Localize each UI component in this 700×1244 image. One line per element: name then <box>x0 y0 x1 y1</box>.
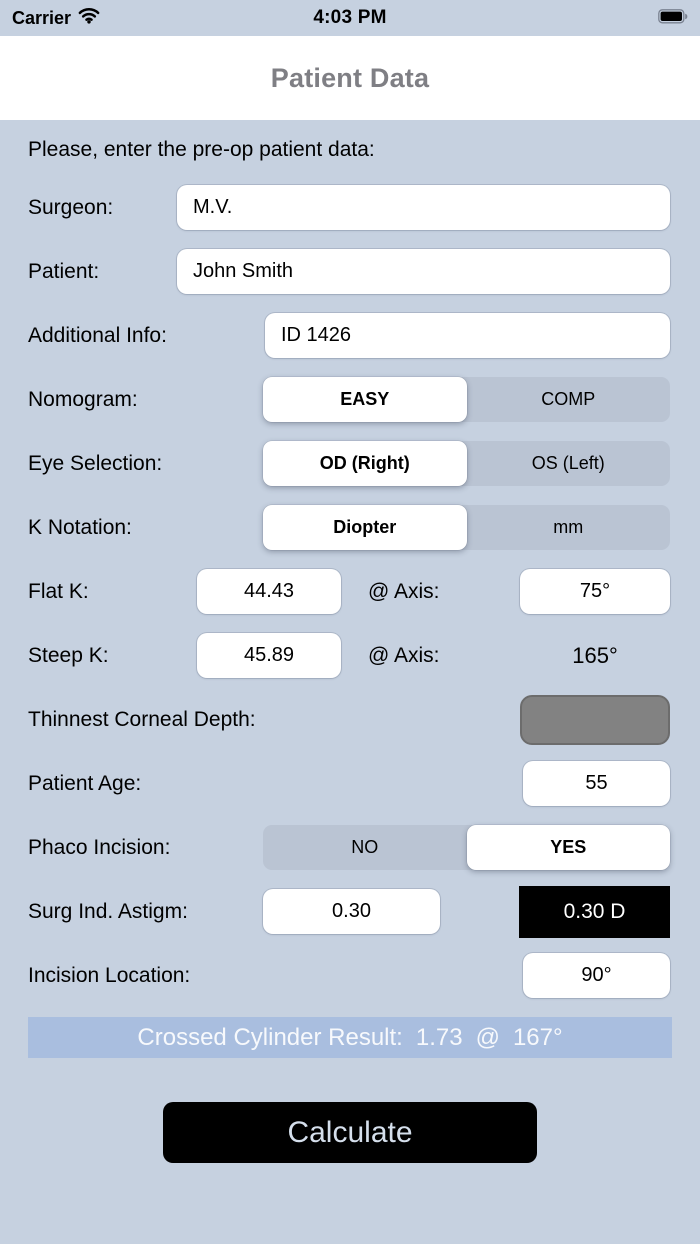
incision-location-row <box>28 953 670 998</box>
k-notation-label: K Notation: <box>28 515 132 539</box>
thinnest-corneal-depth-field[interactable] <box>520 695 670 745</box>
incision-location-label: Incision Location: <box>28 963 191 987</box>
flat-k-axis-input[interactable] <box>520 569 670 614</box>
status-bar <box>0 0 700 36</box>
nomogram-segment-easy[interactable]: EASY <box>263 377 467 422</box>
eye-segment-os-left[interactable]: OS (Left) <box>531 453 605 473</box>
battery-icon <box>658 8 688 29</box>
eye-selection-row <box>28 441 670 486</box>
surgeon-input[interactable] <box>177 185 670 230</box>
patient-field-box <box>177 249 670 294</box>
phaco-incision-row <box>28 825 670 870</box>
surgeon-row <box>28 185 670 230</box>
surg-ind-astigm-display: 0.30 D <box>519 886 670 938</box>
nomogram-segmented-control <box>263 377 670 422</box>
additional-info-field-box <box>265 313 670 358</box>
k-notation-row <box>28 505 670 550</box>
flat-k-input[interactable] <box>197 569 341 614</box>
eye-segment-od-right[interactable]: OD (Right) <box>263 441 467 486</box>
flat-k-axis-field-box <box>520 569 670 614</box>
intro-text: Please, enter the pre-op patient data: <box>28 138 375 161</box>
phaco-segment-no[interactable]: NO <box>351 837 379 857</box>
result-value: 1.73 <box>415 1023 463 1051</box>
steep-k-row <box>28 633 670 678</box>
thinnest-corneal-depth-label: Thinnest Corneal Depth: <box>28 707 256 731</box>
additional-info-row <box>28 313 670 358</box>
incision-location-field-box <box>523 953 670 998</box>
flat-k-row <box>28 569 670 614</box>
nomogram-row <box>28 377 670 422</box>
surgeon-field-box <box>177 185 670 230</box>
k-notation-segment-diopter[interactable]: Diopter <box>263 505 467 550</box>
navigation-bar <box>0 36 700 120</box>
steep-k-label: Steep K: <box>28 643 109 667</box>
eye-selection-label: Eye Selection: <box>28 451 163 475</box>
calculate-button-container <box>0 1102 700 1163</box>
steep-k-axis-label: @ Axis: <box>368 643 440 667</box>
nomogram-segment-comp[interactable]: COMP <box>541 389 596 409</box>
patient-age-input[interactable] <box>523 761 670 806</box>
patient-age-field-box <box>523 761 670 806</box>
result-at-symbol: @ <box>475 1023 500 1051</box>
result-axis-value: 167° <box>512 1023 563 1051</box>
thinnest-corneal-depth-row <box>28 697 670 742</box>
k-notation-segmented-control <box>263 505 670 550</box>
surg-ind-astigm-row <box>28 889 670 934</box>
crossed-cylinder-result-band <box>28 1017 672 1058</box>
surg-ind-astigm-field-box <box>263 889 440 934</box>
incision-location-input[interactable] <box>523 953 670 998</box>
patient-input[interactable] <box>177 249 670 294</box>
surg-ind-astigm-input[interactable] <box>263 889 440 934</box>
patient-label: Patient: <box>28 259 100 283</box>
phaco-segment-yes[interactable]: YES <box>467 825 671 870</box>
phaco-incision-label: Phaco Incision: <box>28 835 171 859</box>
steep-k-field-box <box>197 633 341 678</box>
calculate-button[interactable]: Calculate <box>163 1102 537 1163</box>
flat-k-field-box <box>197 569 341 614</box>
steep-k-input[interactable] <box>197 633 341 678</box>
status-time: 4:03 PM <box>313 7 387 28</box>
additional-info-input[interactable] <box>265 313 670 358</box>
surgeon-label: Surgeon: <box>28 195 114 219</box>
surg-ind-astigm-label: Surg Ind. Astigm: <box>28 899 188 923</box>
phaco-incision-segmented-control <box>263 825 670 870</box>
result-label: Crossed Cylinder Result: <box>137 1023 403 1051</box>
wifi-icon <box>78 7 100 29</box>
patient-row <box>28 249 670 294</box>
patient-age-row <box>28 761 670 806</box>
page-title: Patient Data <box>270 62 430 93</box>
carrier-label: Carrier <box>12 7 72 28</box>
flat-k-axis-label: @ Axis: <box>368 579 440 603</box>
patient-age-label: Patient Age: <box>28 771 142 795</box>
patient-data-form <box>0 120 700 1163</box>
k-notation-segment-mm[interactable]: mm <box>553 517 584 537</box>
flat-k-label: Flat K: <box>28 579 89 603</box>
additional-info-label: Additional Info: <box>28 323 167 347</box>
steep-k-axis-value: 165° <box>572 642 618 668</box>
nomogram-label: Nomogram: <box>28 387 138 411</box>
eye-selection-segmented-control <box>263 441 670 486</box>
